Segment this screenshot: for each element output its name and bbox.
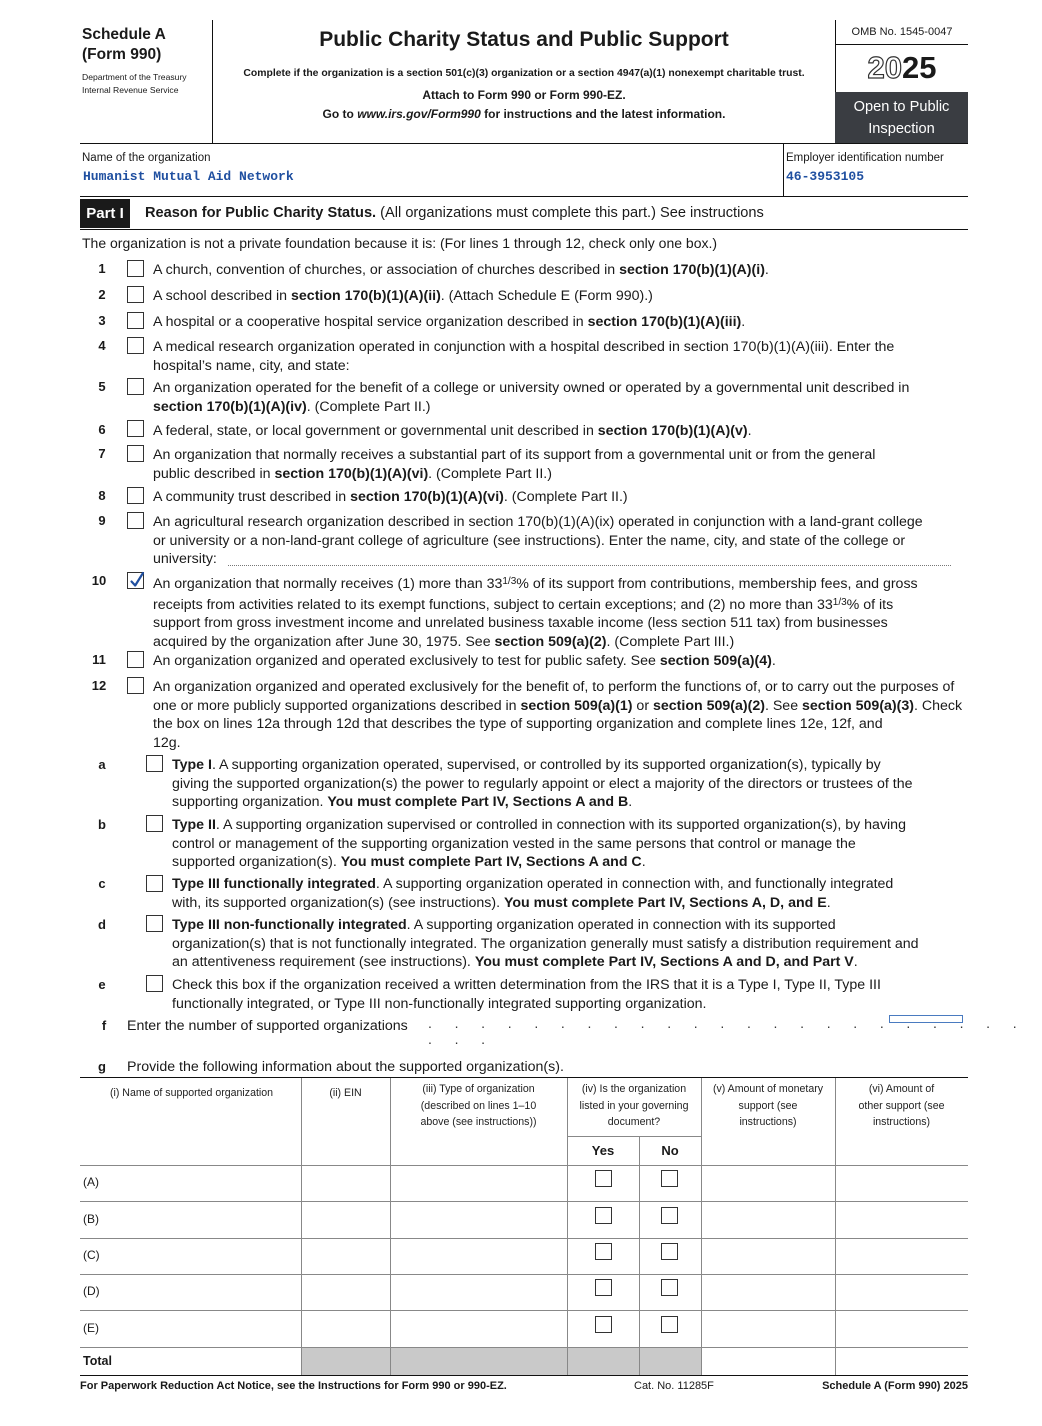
- instr3-post: for instructions and the latest information.: [480, 107, 726, 121]
- line-7-text: An organization that normally receives a substantial part of its support from a governmental unit or from the general public described in section 170(b)(1)(A)(vi). (Complete Part II.): [153, 447, 876, 482]
- form-instruction-1: Complete if the organization is a section 501(c)(3) organization or a section 4947(a)(1) nonexempt charitable trust.: [243, 68, 805, 79]
- line-2-number: 2: [98, 287, 106, 302]
- line-8-text: A community trust described in section 170(b)(1)(A)(vi). (Complete Part II.): [153, 489, 628, 505]
- col-ein-header: (ii) EIN: [329, 1087, 362, 1099]
- line-4-text: A medical research organization operated in conjunction with a hospital described in section 170(b)(1)(A)(iii). Enter the hospital’s name, city, and state:: [153, 339, 895, 374]
- part1-title: [145, 205, 764, 221]
- row-c-no-checkbox[interactable]: [661, 1243, 678, 1260]
- line-12a-text: Type I. A supporting organization operated, supervised, or controlled by its supported organization(s), typically by giving the supported organization(s) the power to regularly appoint or elect a majority of the directors or trustees of the supporting organization. You must complete Part IV, Sections A and B.: [172, 757, 913, 811]
- row-label-c: (C): [83, 1248, 100, 1262]
- line-1-checkbox[interactable]: [127, 260, 144, 277]
- part1-title-rest: (All organizations must complete this part.) See instructions: [376, 205, 764, 221]
- form-title: Public Charity Status and Public Support: [319, 28, 729, 51]
- no-header: No: [661, 1143, 679, 1158]
- part1-tag: Part I: [80, 199, 130, 228]
- line-12e-text: Check this box if the organization received a written determination from the IRS that it is a Type I, Type II, Type III functionally integrated, or Type III non-functionally integrated supporting organization.: [172, 977, 881, 1012]
- form-instruction-3: [212, 107, 836, 121]
- line-12c-text: Type III functionally integrated. A supporting organization operated in connection with, and functionally integrated with, its supported organization(s) (see instructions). You must complete Part IV, Sections A, D, and E.: [172, 876, 894, 911]
- tax-year: [836, 50, 968, 86]
- year-bold: 25: [902, 50, 937, 85]
- row-a-yes-checkbox[interactable]: [595, 1170, 612, 1187]
- col-monetary-header: (v) Amount of monetary support (see instructions): [712, 1083, 824, 1128]
- line-8-number: 8: [98, 488, 106, 503]
- form-name: Schedule A: [82, 26, 166, 43]
- part1-title-bold: Reason for Public Charity Status.: [145, 205, 377, 221]
- ein-field[interactable]: 46-3953105: [786, 169, 865, 184]
- col-listed-header: (iv) Is the organization listed in your governing document?: [579, 1083, 689, 1128]
- line-12d-checkbox[interactable]: [146, 915, 163, 932]
- line-8-checkbox[interactable]: [127, 487, 144, 504]
- line-2-checkbox[interactable]: [127, 286, 144, 303]
- row-b-yes-checkbox[interactable]: [595, 1207, 612, 1224]
- col-other-support-header: (vi) Amount of other support (see instructions): [858, 1083, 945, 1128]
- line-6-number: 6: [98, 422, 106, 437]
- yes-header: Yes: [591, 1143, 615, 1158]
- line-5-checkbox[interactable]: [127, 378, 144, 395]
- line-11-text: An organization organized and operated exclusively to test for public safety. See section 509(a)(4).: [153, 653, 776, 669]
- row-label-d: (D): [83, 1284, 100, 1298]
- row-c-yes-checkbox[interactable]: [595, 1243, 612, 1260]
- form-number: (Form 990): [82, 46, 162, 63]
- line-12c-checkbox[interactable]: [146, 875, 163, 892]
- line-12f-text: Enter the number of supported organizations: [127, 1018, 408, 1034]
- row-e-no-checkbox[interactable]: [661, 1316, 678, 1333]
- line-12a-letter: a: [98, 757, 106, 772]
- line-11-number: 11: [92, 652, 106, 667]
- line-2-text: A school described in section 170(b)(1)(A)(ii). (Attach Schedule E (Form 990).): [153, 288, 653, 304]
- line-9-number: 9: [98, 513, 106, 528]
- line-9-text: An agricultural research organization described in section 170(b)(1)(A)(ix) operated in conjunction with a land-grant college or university or a non-land-grant college of agriculture (see instructions). Enter the name, city, and state of the college or university:: [153, 514, 923, 568]
- line-12g-letter: g: [98, 1059, 106, 1074]
- supported-orgs-count-input[interactable]: [889, 1015, 963, 1023]
- irs-url-link[interactable]: www.irs.gov/Form990: [357, 107, 481, 121]
- line-12f-leader-dots: . . . . . . . . . . . . . . . . . . . . . . . . . .: [428, 1015, 1027, 1047]
- open-to-public-badge: [835, 92, 968, 143]
- row-label-e: (E): [83, 1321, 99, 1335]
- row-d-yes-checkbox[interactable]: [595, 1279, 612, 1296]
- instr3-pre: Go to: [322, 107, 358, 121]
- line-4-checkbox[interactable]: [127, 337, 144, 354]
- footer-cat-number: Cat. No. 11285F: [634, 1380, 714, 1392]
- line-12d-text: Type III non-functionally integrated. A supporting organization operated in connection with its supported organization(s) that is not functionally integrated. The organization generally must satisfy a distribution requirement and an attentiveness requirement (see instructions). You must complete Part IV, Sections A and D, and Part V.: [172, 917, 919, 971]
- line-12e-letter: e: [98, 977, 106, 992]
- footer-paperwork-notice: For Paperwork Reduction Act Notice, see the Instructions for Form 990 or 990-EZ.: [80, 1380, 507, 1392]
- line-7-checkbox[interactable]: [127, 445, 144, 462]
- line-12e-checkbox[interactable]: [146, 975, 163, 992]
- total-label: Total: [83, 1354, 112, 1368]
- line-7-number: 7: [98, 446, 106, 461]
- line-6-checkbox[interactable]: [127, 420, 144, 437]
- line-3-text: A hospital or a cooperative hospital service organization described in section 170(b)(1)(A)(iii).: [153, 314, 746, 330]
- line-12g-text: Provide the following information about the supported organization(s).: [127, 1059, 564, 1075]
- line-3-number: 3: [98, 313, 106, 328]
- total-shaded-cells: [302, 1348, 701, 1375]
- department: Department of the Treasury: [82, 72, 187, 82]
- form-instruction-2: Attach to Form 990 or Form 990-EZ.: [422, 88, 626, 102]
- form-id-block: [82, 26, 212, 95]
- line-12-checkbox[interactable]: [127, 677, 144, 694]
- line-5-number: 5: [98, 379, 106, 394]
- col-type-header: (iii) Type of organization (described on lines 1–10 above (see instructions)): [420, 1083, 537, 1128]
- line-12-text: An organization organized and operated exclusively for the benefit of, to perform the functions of, or to carry out the purposes of one or more publicly supported organizations described in section 509(a)(1) or section 509(a)(2). See section 509(a)(3). Check the box on lines 12a through 12d that describes the type of supporting organization and complete lines 12e, 12f, and 12g.: [153, 679, 963, 751]
- irs-label: Internal Revenue Service: [82, 85, 179, 95]
- line-12b-text: Type II. A supporting organization supervised or controlled in connection with its supported organization(s), by having control or management of the supporting organization vested in the same persons that control or manage the supported organization(s). You must complete Part IV, Sections A and C.: [172, 817, 906, 871]
- line-5-text: An organization operated for the benefit of a college or university owned or operated by a governmental unit described in section 170(b)(1)(A)(iv). (Complete Part II.): [153, 380, 910, 415]
- row-label-b: (B): [83, 1212, 99, 1226]
- line-12c-letter: c: [98, 876, 106, 891]
- line-12f-letter: f: [101, 1018, 107, 1033]
- row-b-no-checkbox[interactable]: [661, 1207, 678, 1224]
- line-1-text: A church, convention of churches, or association of churches described in section 170(b)(1)(A)(i).: [153, 262, 769, 278]
- line-10-text: An organization that normally receives (1) more than $33^{1/3}\%$ of its support from contributions, membership fees, and gross receipts from activities related to its exempt functions, subject to certain exceptions; and (2) no more than $33^{1/3}\%$ of its support from gross investment income and unrelated business taxable income (less section 511 tax) from businesses acquired by the organization after June 30, 1975. See section 509(a)(2). (Complete Part III.): [153, 576, 918, 650]
- line-9-checkbox[interactable]: [127, 512, 144, 529]
- ein-label: Employer identification number: [786, 152, 944, 164]
- org-name-label: Name of the organization: [82, 152, 211, 164]
- badge-line2: Inspection: [868, 121, 935, 137]
- row-e-yes-checkbox[interactable]: [595, 1316, 612, 1333]
- line-9-entry-field[interactable]: [228, 565, 951, 566]
- row-label-a: (A): [83, 1175, 99, 1189]
- line-12b-letter: b: [98, 817, 106, 832]
- line-4-number: 4: [98, 338, 106, 353]
- omb-number: OMB No. 1545-0047: [851, 26, 953, 38]
- year-outline: 20: [867, 50, 902, 85]
- line-12d-letter: d: [98, 917, 106, 932]
- badge-line1: Open to Public: [853, 99, 950, 115]
- line-6-text: A federal, state, or local government or governmental unit described in section 170(b)(1)(A)(v).: [153, 423, 752, 439]
- org-name-field[interactable]: Humanist Mutual Aid Network: [83, 169, 294, 184]
- line-1-number: 1: [98, 261, 106, 276]
- row-d-no-checkbox[interactable]: [661, 1279, 678, 1296]
- line-12a-checkbox[interactable]: [146, 755, 163, 772]
- line-10-number: 10: [91, 573, 107, 588]
- part1-intro: The organization is not a private foundation because it is: (For lines 1 through 12, check only one box.): [82, 235, 718, 251]
- col-name-header: (i) Name of supported organization: [109, 1087, 274, 1099]
- row-a-no-checkbox[interactable]: [661, 1170, 678, 1187]
- line-3-checkbox[interactable]: [127, 312, 144, 329]
- line-12b-checkbox[interactable]: [146, 815, 163, 832]
- footer-form-id: Schedule A (Form 990) 2025: [822, 1380, 968, 1392]
- line-12-number: 12: [91, 678, 107, 693]
- checkmark-icon: [129, 571, 145, 589]
- line-10-checkbox[interactable]: [127, 572, 144, 589]
- line-11-checkbox[interactable]: [127, 651, 144, 668]
